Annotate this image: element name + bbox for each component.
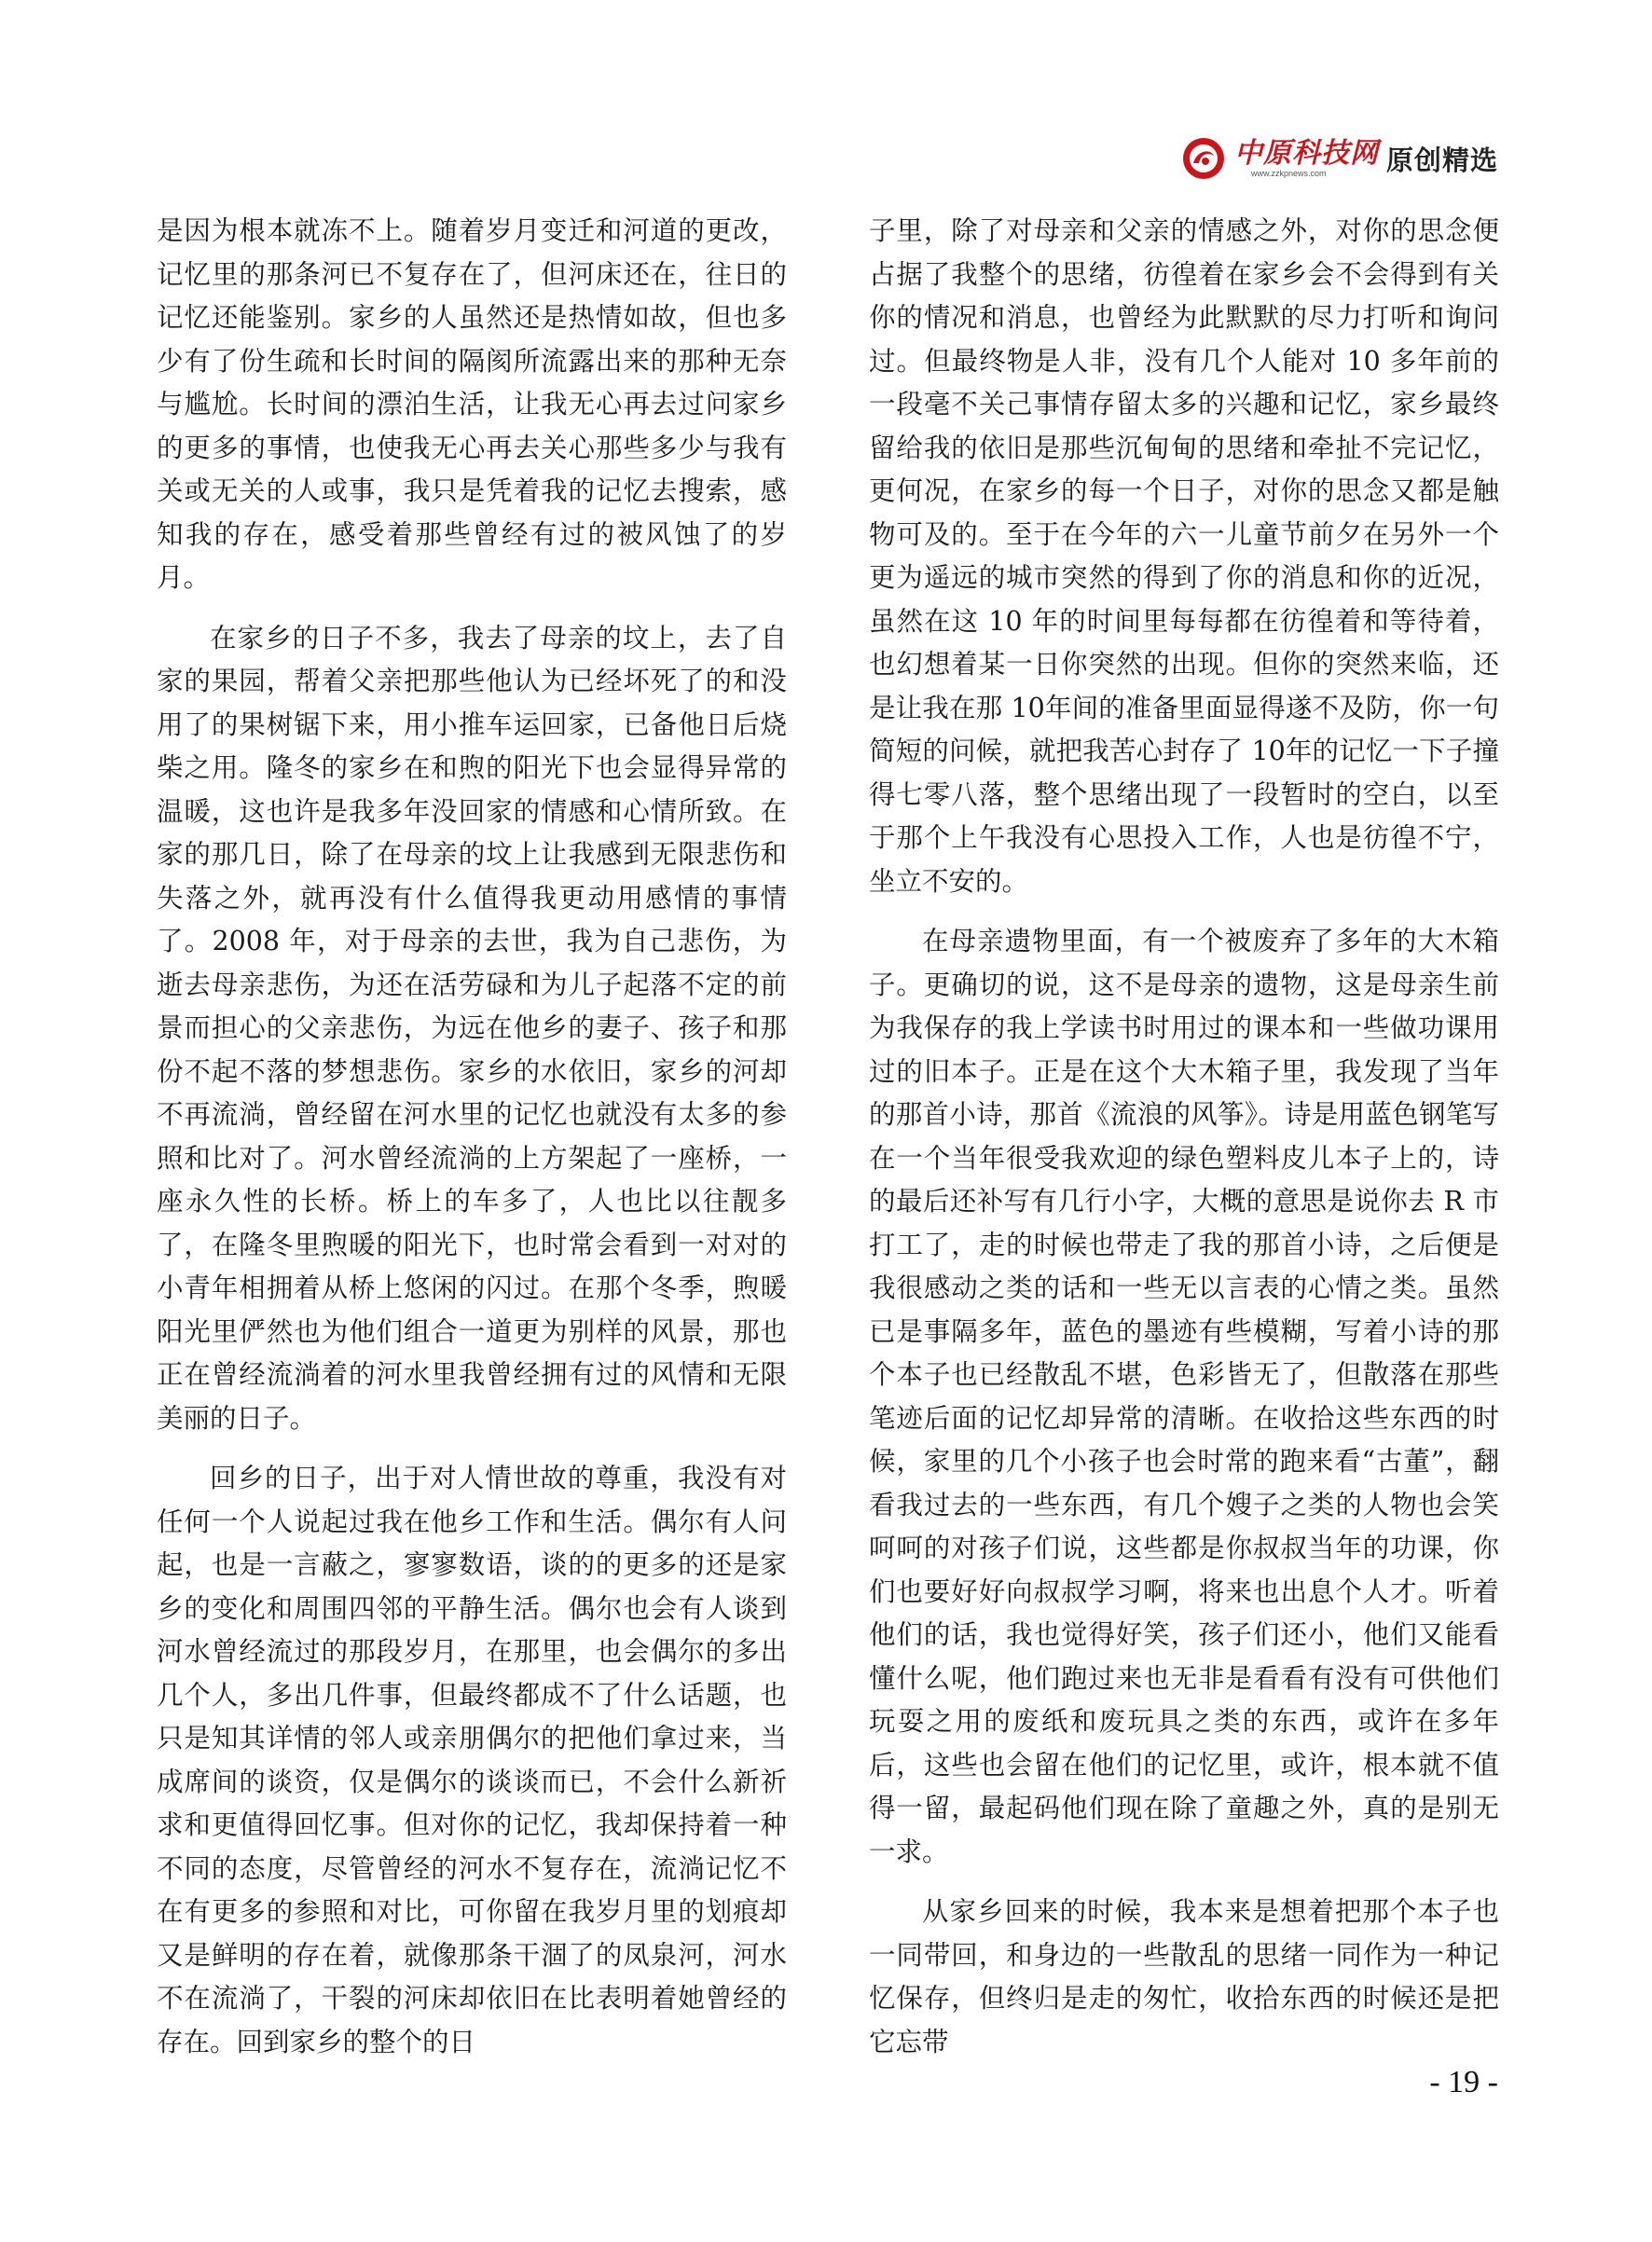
right-paragraph-3: 从家乡回来的时候，我本来是想着把那个本子也一同带回，和身边的一些散乱的思绪一同作为一种记忆保存，但终归是走的匆忙，收拾东西的时候还是把它忘带 <box>869 1896 1499 2057</box>
left-paragraph-1: 是因为根本就冻不上。随着岁月变迁和河道的更改，记忆里的那条河已不复存在了，但河床还在，往日的记忆还能鉴别。家乡的人虽然还是热情如故，但也多少有了份生疏和长时间的隔阂所流露出来的那种无奈与尴尬。长时间的漂泊生活，让我无心再去过问家乡的更多的事情，也使我无心再去关心那些多少与我有关或无关的人或事，我只是凭着我的记忆去搜索，感知我的存在，感受着那些曾经有过的被风蚀了的岁月。 <box>157 215 787 593</box>
right-paragraph-1: 子里，除了对母亲和父亲的情感之外，对你的思念便占据了我整个的思绪，彷徨着在家乡会不会得到有关你的情况和消息，也曾经为此默默的尽力打听和询问过。但最终物是人非，没有几个人能对 10 多年前的一段毫不关己事情存留太多的兴趣和记忆，家乡最终留给我的依旧是那些沉甸甸的思绪和牵扯不完记忆，更何况，在家乡的每一个日子，对你的思念又都是触物可及的。至于在今年的六一儿童节前夕在另外一个更为遥远的城市突然的得到了你的消息和你的近况，虽然在这 10 年的时间里每每都在彷徨着和等待着，也幻想着某一日你突然的出现。但你的突然来临，还是让我在那 10年间的准备里面显得遂不及防，你一句简短的问候，就把我苦心封存了 10年的记忆一下子撞得七零八落，整个思绪出现了一段暂时的空白，以至于那个上午我没有心思投入工作，人也是彷徨不宁，坐立不安的。 <box>869 215 1499 897</box>
left-paragraph-2: 在家乡的日子不多，我去了母亲的坟上，去了自家的果园，帮着父亲把那些他认为已经坏死了的和没用了的果树锯下来，用小推车运回家，已备他日后烧柴之用。隆冬的家乡在和煦的阳光下也会显得异常的温暖，这也许是我多年没回家的情感和心情所致。在家的那几日，除了在母亲的坟上让我感到无限悲伤和失落之外，就再没有什么值得我更动用感情的事情了。2008 年，对于母亲的去世，我为自己悲伤，为逝去母亲悲伤，为还在活劳碌和为儿子起落不定的前景而担心的父亲悲伤，为远在他乡的妻子、孩子和那份不起不落的梦想悲伤。家乡的水依旧，家乡的河却不再流淌，曾经留在河水里的记忆也就没有太多的参照和比对了。河水曾经流淌的上方架起了一座桥，一座永久性的长桥。桥上的车多了，人也比以往靓多了，在隆冬里煦暖的阳光下，也时常会看到一对对的小青年相拥着从桥上悠闲的闪过。在那个冬季，煦暖阳光里俨然也为他们组合一道更为别样的风景，那也正在曾经流淌着的河水里我曾经拥有过的风情和无限美丽的日子。 <box>157 622 787 1434</box>
article-body <box>157 210 1499 2057</box>
right-paragraph-2: 在母亲遗物里面，有一个被废弃了多年的大木箱子。更确切的说，这不是母亲的遗物，这是母亲生前为我保存的我上学读书时用过的课本和一些做功课用过的旧本子。正是在这个大木箱子里，我发现了当年的那首小诗，那首《流浪的风筝》。诗是用蓝色钢笔写在一个当年很受我欢迎的绿色塑料皮儿本子上的，诗的最后还补写有几行小字，大概的意思是说你去 R 市打工了，走的时候也带走了我的那首小诗，之后便是我很感动之类的话和一些无以言表的心情之类。虽然已是事隔多年，蓝色的墨迹有些模糊，写着小诗的那个本子也已经散乱不堪，色彩皆无了，但散落在那些笔迹后面的记忆却异常的清晰。在收拾这些东西的时候，家里的几个小孩子也会时常的跑来看“古董”，翻看我过去的一些东西，有几个嫂子之类的人物也会笑呵呵的对孩子们说，这些都是你叔叔当年的功课，你们也要好好向叔叔学习啊，将来也出息个人才。听着他们的话，我也觉得好笑，孩子们还小，他们又能看懂什么呢，他们跑过来也无非是看看有没有可供他们玩耍之用的废纸和废玩具之类的东西，或许在多年后，这些也会留在他们的记忆里，或许，根本就不值得一留，最起码他们现在除了童趣之外，真的是别无一求。 <box>869 926 1499 1867</box>
logo-name: 中原科技网 <box>1233 136 1379 170</box>
red-swirl-logo-icon <box>1180 135 1227 182</box>
page-number: - 19 - <box>1429 2065 1498 2099</box>
right-column <box>869 210 1499 2057</box>
section-label: 原创精选 <box>1385 144 1498 176</box>
logo-url: www.zzkpnews.com <box>1250 168 1327 178</box>
logo-text <box>1233 136 1379 179</box>
left-column <box>157 210 787 2057</box>
left-paragraph-3: 回乡的日子，出于对人情世故的尊重，我没有对任何一个人说起过我在他乡工作和生活。偶尔有人问起，也是一言蔽之，寥寥数语，谈的的更多的还是家乡的变化和周围四邻的平静生活。偶尔也会有人谈到河水曾经流过的那段岁月，在那里，也会偶尔的多出几个人，多出几件事，但最终都成不了什么话题，也只是知其详情的邻人或亲朋偶尔的把他们拿过来，当成席间的谈资，仅是偶尔的谈谈而已，不会什么新祈求和更值得回忆事。但对你的记忆，我却保持着一种不同的态度，尽管曾经的河水不复存在，流淌记忆不在有更多的参照和对比，可你留在我岁月里的划痕却又是鲜明的存在着，就像那条干涸了的凤泉河，河水不在流淌了，干裂的河床却依旧在比表明着她曾经的存在。回到家乡的整个的日 <box>157 1463 787 2057</box>
page-header <box>1180 131 1498 186</box>
